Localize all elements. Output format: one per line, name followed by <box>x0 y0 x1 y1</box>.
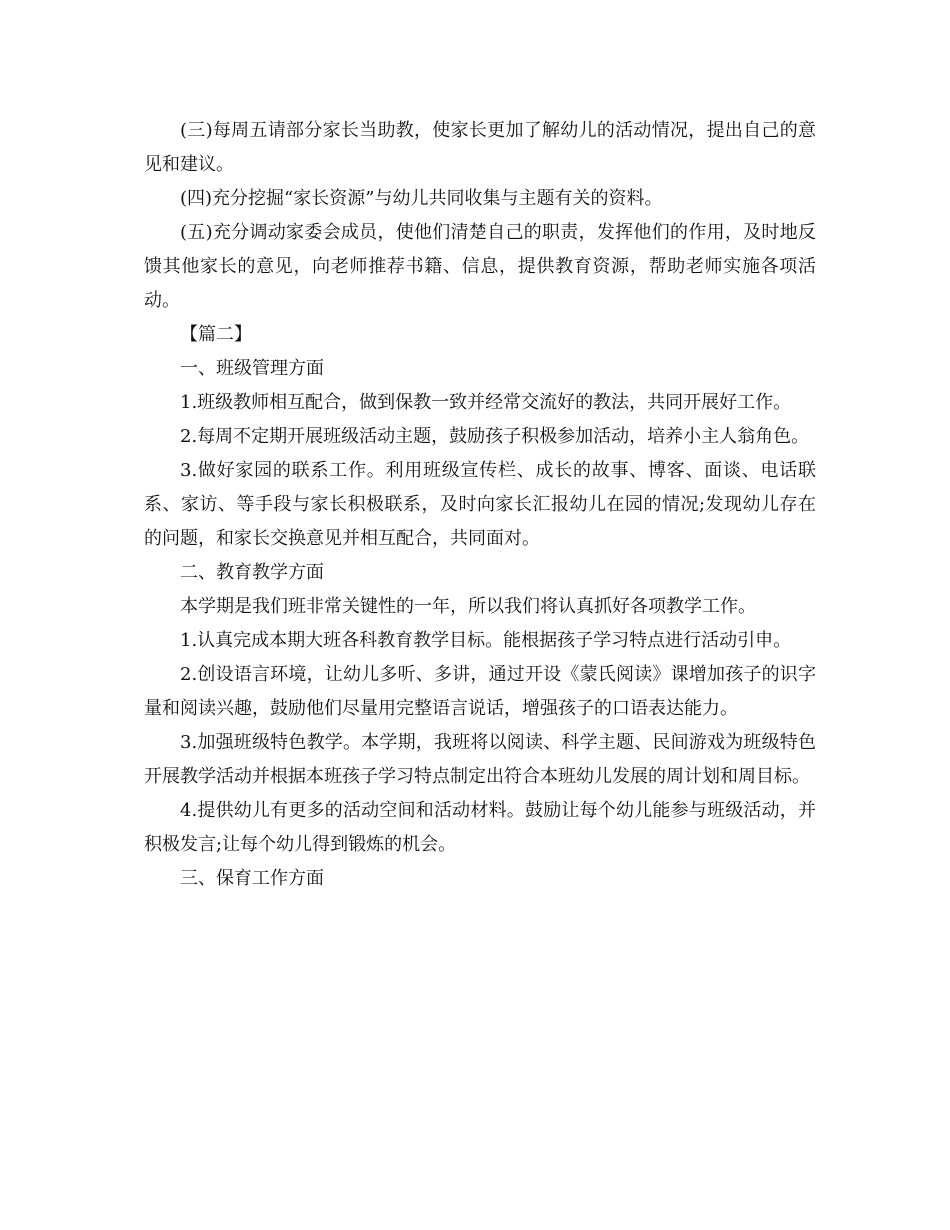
document-body <box>144 114 816 896</box>
heading-class-management: 一、班级管理方面 <box>180 358 324 379</box>
paragraph-parent-resources: (四)充分挖掘“家长资源”与幼儿共同收集与主题有关的资料。 <box>180 188 663 209</box>
paragraph-parent-committee: (五)充分调动家委会成员，使他们清楚自己的职责，发挥他们的作用，及时地反馈其他家长的意见，向老师推荐书籍、信息，提供教育资源，帮助老师实施各项活动。 <box>144 222 816 311</box>
paragraph-language-environment: 2.创设语言环境，让幼儿多听、多讲，通过开设《蒙氏阅读》课增加孩子的识字量和阅读兴趣，鼓励他们尽量用完整语言说话，增强孩子的口语表达能力。 <box>144 664 816 719</box>
heading-childcare-work: 三、保育工作方面 <box>180 868 324 889</box>
paragraph-weekly-activities: 2.每周不定期开展班级活动主题，鼓励孩子积极参加活动，培养小主人翁角色。 <box>180 426 810 447</box>
paragraph-parent-helpers: (三)每周五请部分家长当助教，使家长更加了解幼儿的活动情况，提出自己的意见和建议。 <box>144 120 816 175</box>
paragraph-teaching-goals: 1.认真完成本期大班各科教育教学目标。能根据孩子学习特点进行活动引申。 <box>180 630 792 651</box>
section-heading-part-two: 【篇二】 <box>180 324 252 345</box>
paragraph-teacher-cooperation: 1.班级教师相互配合，做到保教一致并经常交流好的教法，共同开展好工作。 <box>180 392 792 413</box>
heading-education-teaching: 二、教育教学方面 <box>180 562 324 583</box>
paragraph-semester-intro: 本学期是我们班非常关键性的一年，所以我们将认真抓好各项教学工作。 <box>180 596 756 617</box>
paragraph-home-school-contact: 3.做好家园的联系工作。利用班级宣传栏、成长的故事、博客、面谈、电话联系、家访、等手段与家长积极联系，及时向家长汇报幼儿在园的情况;发现幼儿存在的问题，和家长交换意见并相互配合，共同面对。 <box>144 460 816 549</box>
paragraph-featured-teaching: 3.加强班级特色教学。本学期，我班将以阅读、科学主题、民间游戏为班级特色开展教学活动并根据本班孩子学习特点制定出符合本班幼儿发展的周计划和周目标。 <box>144 732 816 787</box>
paragraph-activity-space: 4.提供幼儿有更多的活动空间和活动材料。鼓励让每个幼儿能参与班级活动，并积极发言;让每个幼儿得到锻炼的机会。 <box>144 800 816 855</box>
